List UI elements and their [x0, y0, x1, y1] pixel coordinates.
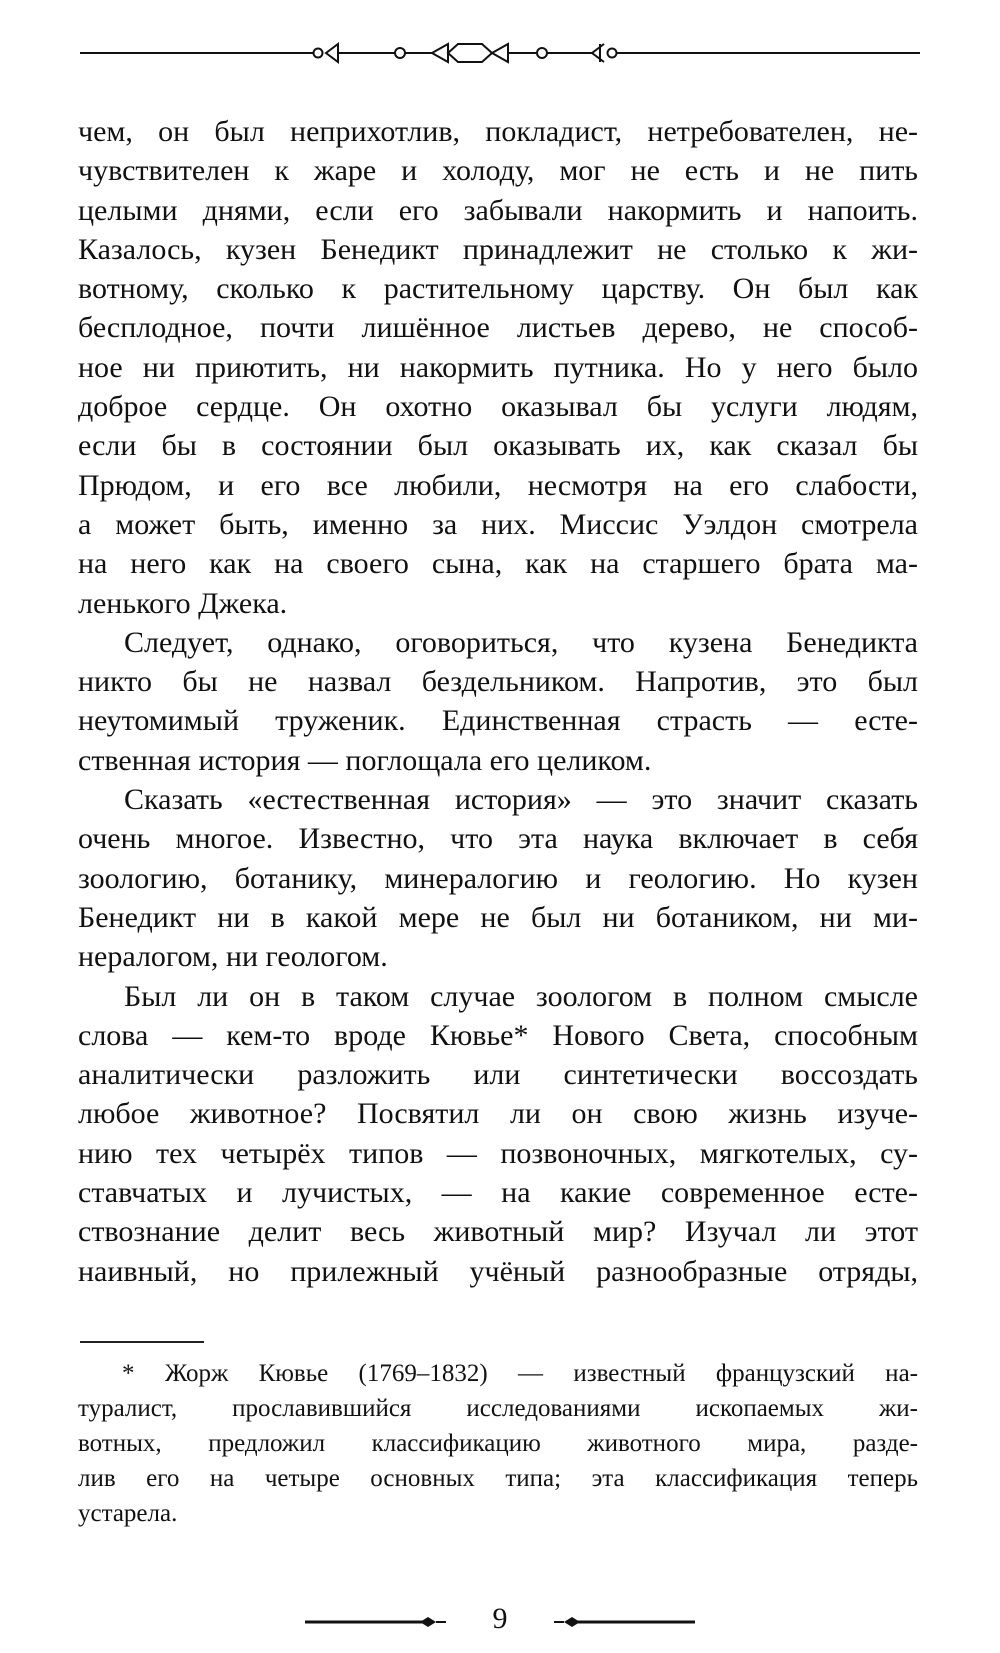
footnote — [78, 1356, 918, 1531]
text-line: ставчатых и лучистых, — на какие современное есте- — [78, 1176, 918, 1210]
text-line: нию тех четырёх типов — позвоночных, мягкотелых, су- — [78, 1136, 918, 1170]
text-line: на него как на своего сына, как на старшего брата ма- — [78, 547, 918, 581]
text-line: нералогом, ни геологом. — [78, 940, 388, 974]
text-line: слова — кем-то вроде Кювье* Нового Света, способным — [78, 1018, 918, 1052]
text-line: ленького Джека. — [78, 586, 288, 620]
footnote-line: устарела. — [78, 1500, 178, 1527]
text-line: наивный, но прилежный учёный разнообразные отряды, — [78, 1254, 918, 1288]
text-line: ственная история — поглощала его целиком. — [78, 743, 652, 777]
text-line: никто бы не назвал бездельником. Напротив, это был — [78, 665, 918, 699]
text-line: вотному, сколько к растительному царству. Он был как — [78, 272, 918, 306]
text-line: аналитически разложить или синтетически воссоздать — [78, 1058, 918, 1092]
text-line: а может быть, именно за них. Миссис Уэлдон смотрела — [78, 507, 918, 541]
text-line: ное ни приютить, ни накормить путника. Но у него было — [78, 350, 918, 384]
footnote-line: туралист, прославившийся исследованиями ископаемых жи- — [78, 1395, 918, 1422]
text-line: любое животное? Посвятил ли он свою жизнь изуче- — [78, 1097, 918, 1131]
text-line: если бы в состоянии был оказывать их, как сказал бы — [78, 429, 918, 463]
text-line: доброе сердце. Он охотно оказывал бы услуги людям, — [78, 390, 918, 424]
top-ornament — [80, 36, 920, 76]
text-line: целыми днями, если его забывали накормить и напоить. — [78, 193, 918, 227]
footnote-divider — [80, 1341, 204, 1343]
footnote-line: лив его на четыре основных типа; эта классификация теперь — [78, 1465, 918, 1492]
footnote-line: вотных, предложил классификацию животного мира, разде- — [78, 1430, 918, 1457]
text-line: очень многое. Известно, что эта наука включает в себя — [78, 822, 918, 856]
text-line: чем, он был неприхотлив, покладист, нетребователен, не- — [78, 115, 918, 148]
text-line: Следует, однако, оговориться, что кузена Бенедикта — [124, 625, 918, 659]
text-line: Сказать «естественная история» — это значит сказать — [124, 783, 918, 817]
text-line: ствознание делит весь животный мир? Изучал ли этот — [78, 1215, 918, 1249]
text-line: зоологию, ботанику, минералогию и геологию. Но кузен — [78, 861, 918, 895]
footnote-line: * Жорж Кювье (1769–1832) — известный французский на- — [122, 1360, 918, 1387]
text-line: чувствителен к жаре и холоду, мог не есть и не пить — [78, 154, 918, 188]
page-number: 9 — [492, 1602, 508, 1635]
text-line: Был ли он в таком случае зоологом в полном смысле — [124, 979, 918, 1013]
text-line: бесплодное, почти лишённое листьев дерево, не способ- — [78, 311, 918, 345]
text-line: Казалось, кузен Бенедикт принадлежит не столько к жи- — [78, 232, 918, 266]
text-line: неутомимый труженик. Единственная страсть — есте- — [78, 704, 918, 738]
main-text — [78, 112, 918, 1291]
text-line: Прюдом, и его все любили, несмотря на его слабости, — [78, 468, 918, 502]
text-line: Бенедикт ни в какой мере не был ни ботаником, ни ми- — [78, 900, 918, 934]
